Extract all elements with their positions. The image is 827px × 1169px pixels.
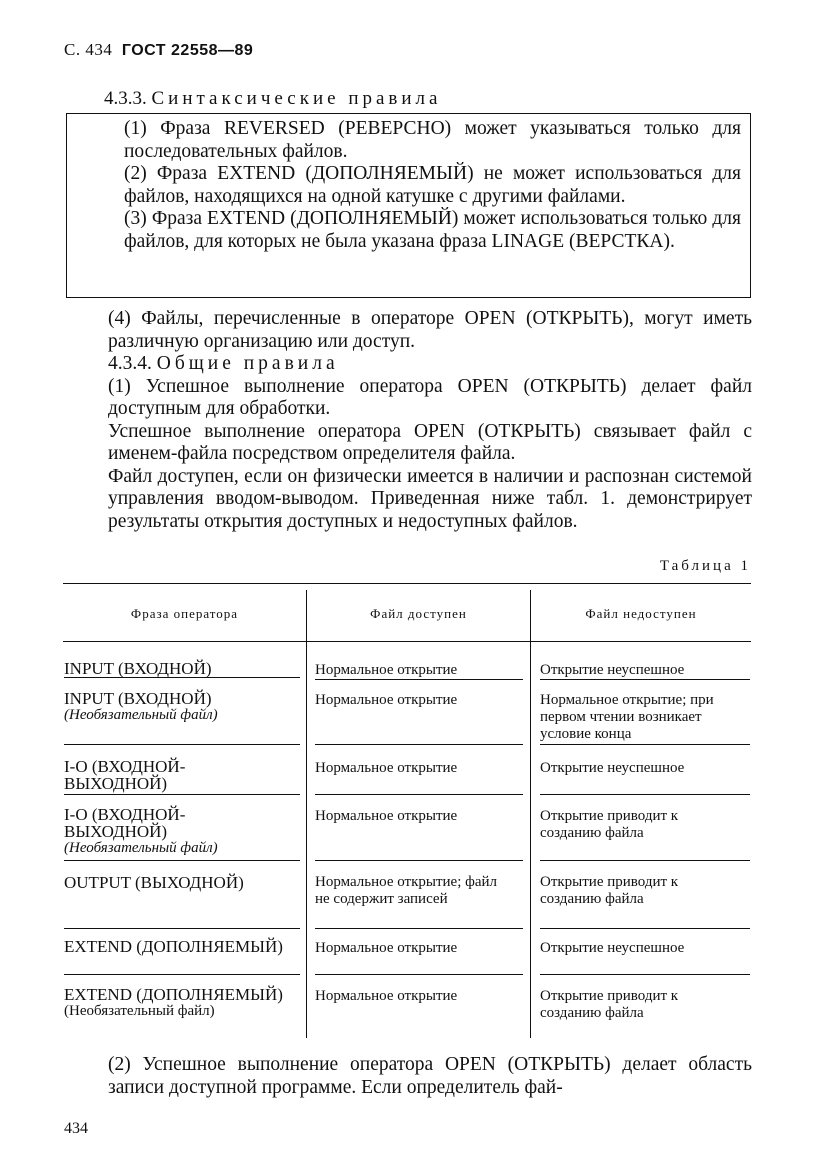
table-row-7-unavailable: Открытие приводит к созданию файла: [540, 988, 679, 1021]
table-row-1-unavailable: Открытие неуспешное: [540, 662, 750, 680]
table-row-1-phrase: INPUT (ВХОДНОЙ): [64, 660, 300, 678]
table-row-4-rule-c: [540, 860, 750, 861]
table-row-5-rule-a: [64, 928, 300, 929]
table-row-6-rule-b: [315, 974, 523, 975]
table-row-5-available: Нормальное открытие; файл не содержит записей: [315, 874, 497, 907]
table-header-rule: [63, 641, 751, 642]
table-row-5-phrase: OUTPUT (ВЫХОДНОЙ): [64, 873, 244, 892]
table-row-5-rule-c: [540, 928, 750, 929]
syntax-rules-text: [80, 118, 741, 253]
table-header-available: Файл доступен: [370, 606, 467, 621]
table-row-2-available: Нормальное открытие: [315, 692, 458, 708]
table-row-5-rule-b: [315, 928, 523, 929]
table-header-unavailable: Файл недоступен: [585, 606, 697, 621]
table-row-4-phrase: I-O (ВХОДНОЙ-ВЫХОДНОЙ) (Необязательный файл): [64, 805, 218, 856]
general-rule-1: (1) Успешное выполнение оператора OPEN (ОТКРЫТЬ) делает файл доступным для обработки.: [108, 375, 752, 419]
header-standard: ГОСТ 22558—89: [121, 42, 254, 59]
table-row-3-rule-c: [540, 794, 750, 795]
table-row-4-unavailable: Открытие приводит к созданию файла: [540, 808, 679, 841]
table-row-4-rule-b: [315, 860, 523, 861]
table-row-3-rule-b: [315, 794, 523, 795]
section-434-heading: [64, 353, 752, 376]
table-row-2-phrase: INPUT (ВХОДНОЙ) (Необязательный файл): [64, 689, 218, 723]
table-row-5-unavailable: Открытие приводит к созданию файла: [540, 874, 679, 907]
section-433-number: 4.3.3.: [104, 88, 147, 109]
table-row-6-unavailable: Открытие неуспешное: [540, 940, 685, 956]
page-number: 434: [64, 1120, 88, 1137]
table-row-3-unavailable: Открытие неуспешное: [540, 760, 685, 776]
table-row-2-rule-b: [315, 744, 523, 745]
syntax-rule-3: (3) Фраза EXTEND (ДОПОЛНЯЕМЫЙ) может использоваться только для файлов, для которых не была указана фраза LINAGE (ВЕРСТКА).: [124, 208, 741, 252]
section-434-number: 4.3.4.: [108, 353, 152, 374]
table-row-1-available: Нормальное открытие: [315, 662, 523, 680]
syntax-rule-4: (4) Файлы, перечисленные в операторе OPEN (ОТКРЫТЬ), могут иметь различную организацию или доступ.: [108, 308, 752, 352]
table-row-3-rule-a: [64, 794, 300, 795]
table-row-2-unavailable: Нормальное открытие; при первом чтении возникает условие конца: [540, 692, 714, 742]
table-row-6-phrase: EXTEND (ДОПОЛНЯЕМЫЙ): [64, 937, 283, 956]
table-header-phrase: Фраза оператора: [130, 606, 239, 621]
table-row-2-rule-c: [540, 744, 750, 745]
body-text-upper: [64, 308, 752, 533]
page-header: [64, 40, 253, 60]
table-top-rule: [63, 583, 751, 584]
table-row-3-available: Нормальное открытие: [315, 760, 458, 776]
table-col-divider-2: [530, 590, 531, 1038]
table-col-divider-1: [306, 590, 307, 1038]
section-433-title: Синтаксические правила: [151, 88, 442, 109]
table-row-7-available: Нормальное открытие: [315, 988, 458, 1004]
table-row-4-rule-a: [64, 860, 300, 861]
body-text-lower: [64, 1054, 752, 1099]
table-row-7-phrase: EXTEND (ДОПОЛНЯЕМЫЙ) (Необязательный файл): [64, 985, 283, 1019]
section-434-title: Общие правила: [156, 353, 339, 374]
table-row-4-available: Нормальное открытие: [315, 808, 458, 824]
table-row-2-rule-a: [64, 744, 300, 745]
table-row-6-rule-a: [64, 974, 300, 975]
header-prefix: С. 434: [64, 40, 113, 59]
general-rule-1c: Файл доступен, если он физически имеется в наличии и распознан системой управления вводом-выводом. Приведенная ниже табл. 1. демонстрирует результаты открытия доступных и недоступных файлов.: [108, 465, 752, 532]
table-caption: Таблица 1: [659, 558, 751, 574]
general-rule-2: (2) Успешное выполнение оператора OPEN (ОТКРЫТЬ) делает область записи доступной программе. Если определитель фай-: [108, 1054, 752, 1098]
table-row-6-available: Нормальное открытие: [315, 940, 458, 956]
general-rule-1b: Успешное выполнение оператора OPEN (ОТКРЫТЬ) связывает файл с именем-файла посредством определителя файла.: [108, 420, 752, 464]
table-row-3-phrase: I-O (ВХОДНОЙ-ВЫХОДНОЙ): [64, 757, 186, 793]
section-433-heading: [104, 88, 441, 110]
table-row-6-rule-c: [540, 974, 750, 975]
syntax-rule-2: (2) Фраза EXTEND (ДОПОЛНЯЕМЫЙ) не может использоваться для файлов, находящихся на одной катушке с другими файлами.: [124, 163, 741, 207]
syntax-rule-1: (1) Фраза REVERSED (РЕВЕРСНО) может указываться только для последовательных файлов.: [124, 118, 741, 162]
